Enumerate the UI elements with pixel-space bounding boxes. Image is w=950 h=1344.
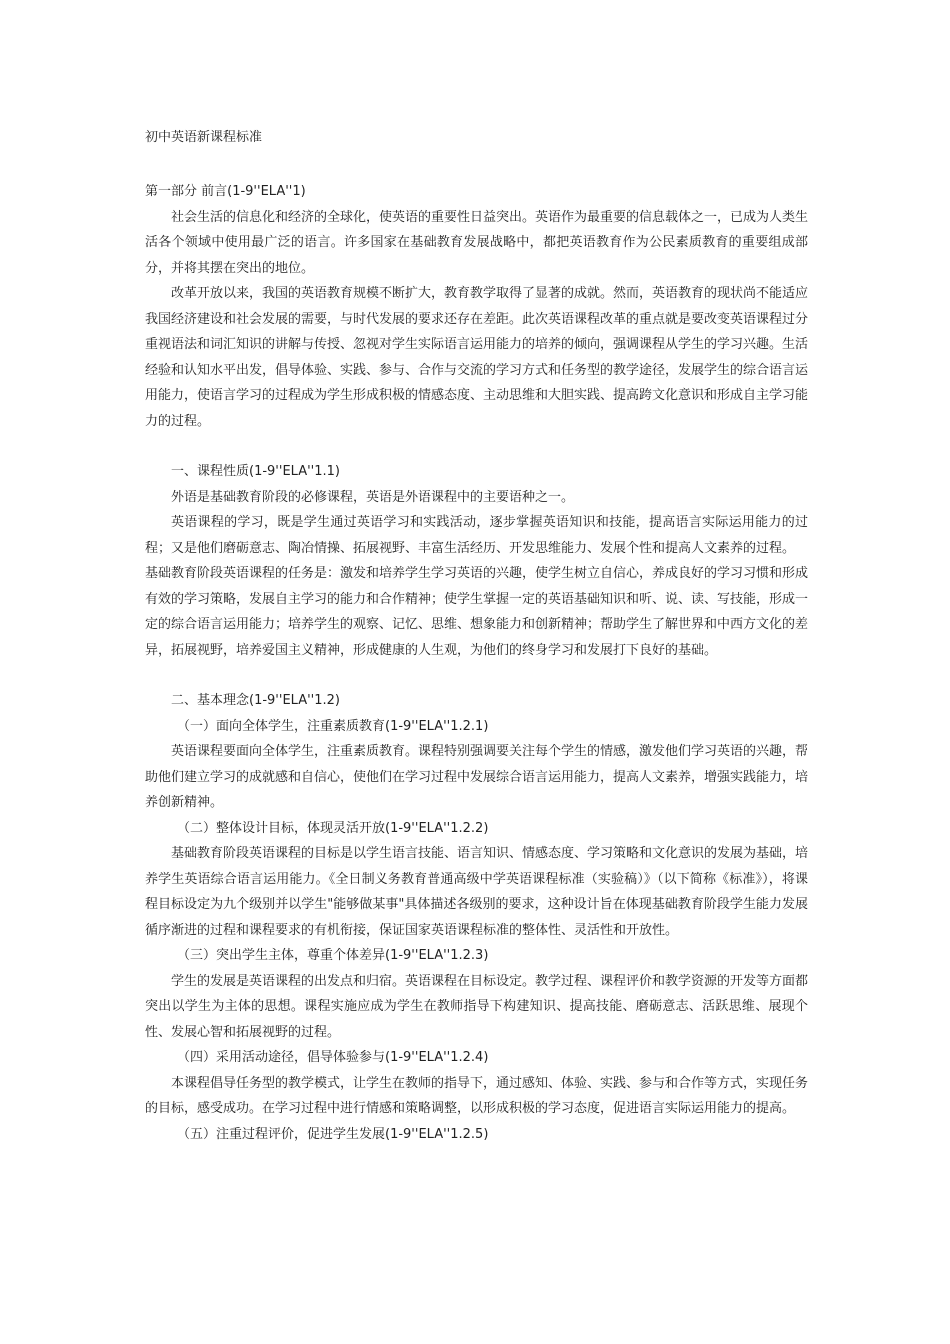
subsection-heading: （二）整体设计目标，体现灵活开放(1-9''ELA''1.2.2) xyxy=(177,820,489,836)
document-title: 初中英语新课程标准 xyxy=(145,130,263,145)
paragraph: 基础教育阶段英语课程的任务是：激发和培养学生学习英语的兴趣，使学生树立自信心，养成良好的学习习惯和形成有效的学习策略，发展自主学习的能力和合作精神；使学生掌握一定的英语基础知识和听、说、读、写技能，形成一定的综合语言运用能力；培养学生的观察、记忆、思维、想象能力和创新精神；帮助学生了解世界和中西方文化的差异，拓展视野，培养爱国主义精神，形成健康的人生观，为他们的终身学习和发展打下良好的基础。 xyxy=(145,566,809,658)
paragraph: 英语课程要面向全体学生，注重素质教育。课程特别强调要关注每个学生的情感，激发他们学习英语的兴趣，帮助他们建立学习的成就感和自信心，使他们在学习过程中发展综合语言运用能力，提高人文素养，增强实践能力，培养创新精神。 xyxy=(145,744,809,810)
subsection-heading: （五）注重过程评价，促进学生发展(1-9''ELA''1.2.5) xyxy=(177,1126,489,1142)
paragraph: 英语课程的学习，既是学生通过英语学习和实践活动，逐步掌握英语知识和技能，提高语言实际运用能力的过程；又是他们磨砺意志、陶冶情操、拓展视野、丰富生活经历、开发思维能力、发展个性和提高人文素养的过程。 xyxy=(145,515,808,556)
subsection-heading: （四）采用活动途径，倡导体验参与(1-9''ELA''1.2.4) xyxy=(177,1050,489,1065)
paragraph: 本课程倡导任务型的教学模式，让学生在教师的指导下，通过感知、体验、实践、参与和合作等方式，实现任务的目标，感受成功。在学习过程中进行情感和策略调整，以形成积极的学习态度，促进语言实际运用能力的提高。 xyxy=(145,1075,809,1116)
section-heading: 二、基本理念(1-9''ELA''1.2) xyxy=(171,693,340,708)
paragraph: 外语是基础教育阶段的必修课程，英语是外语课程中的主要语种之一。 xyxy=(171,489,575,505)
paragraph: 基础教育阶段英语课程的目标是以学生语言技能、语言知识、情感态度、学习策略和文化意识的发展为基础，培养学生英语综合语言运用能力。《全日制义务教育普通高级中学英语课程标准（实验稿）》（以下简称《标准》），将课程目标设定为九个级别并以学生"能够做某事"具体描述各级别的要求，这种设计旨在体现基础教育阶段学生能力发展循序渐进的过程和课程要求的有机衔接，保证国家英语课程标准的整体性、灵活性和开放性。 xyxy=(145,846,809,938)
paragraph: 改革开放以来，我国的英语教育规模不断扩大，教育教学取得了显著的成就。然而，英语教育的现状尚不能适应我国经济建设和社会发展的需要，与时代发展的要求还存在差距。此次英语课程改革的重点就是要改变英语课程过分重视语法和词汇知识的讲解与传授、忽视对学生实际语言运用能力的培养的倾向，强调课程从学生的学习兴趣。生活经验和认知水平出发，倡导体验、实践、参与、合作与交流的学习方式和任务型的教学途径，发展学生的综合语言运用能力，使语言学习的过程成为学生形成积极的情感态度、主动思维和大胆实践、提高跨文化意识和形成自主学习能力的过程。 xyxy=(145,286,809,429)
paragraph: 社会生活的信息化和经济的全球化，使英语的重要性日益突出。英语作为最重要的信息载体之一，已成为人类生活各个领域中使用最广泛的语言。许多国家在基础教育发展战略中，都把英语教育作为公民素质教育的重要组成部分，并将其摆在突出的地位。 xyxy=(145,209,809,276)
paragraph: 学生的发展是英语课程的出发点和归宿。英语课程在目标设定。教学过程、课程评价和教学资源的开发等方面都突出以学生为主体的思想。课程实施应成为学生在教师指导下构建知识、提高技能、磨砺意志、活跃思维、展现个性、发展心智和拓展视野的过程。 xyxy=(145,973,809,1040)
subsection-heading: （一）面向全体学生，注重素质教育(1-9''ELA''1.2.1) xyxy=(177,718,489,734)
subsection-heading: （三）突出学生主体，尊重个体差异(1-9''ELA''1.2.3) xyxy=(177,948,489,963)
section-heading: 一、课程性质(1-9''ELA''1.1) xyxy=(171,464,340,479)
part-heading: 第一部分 前言(1-9''ELA''1) xyxy=(145,184,306,199)
document-body xyxy=(145,179,808,1147)
